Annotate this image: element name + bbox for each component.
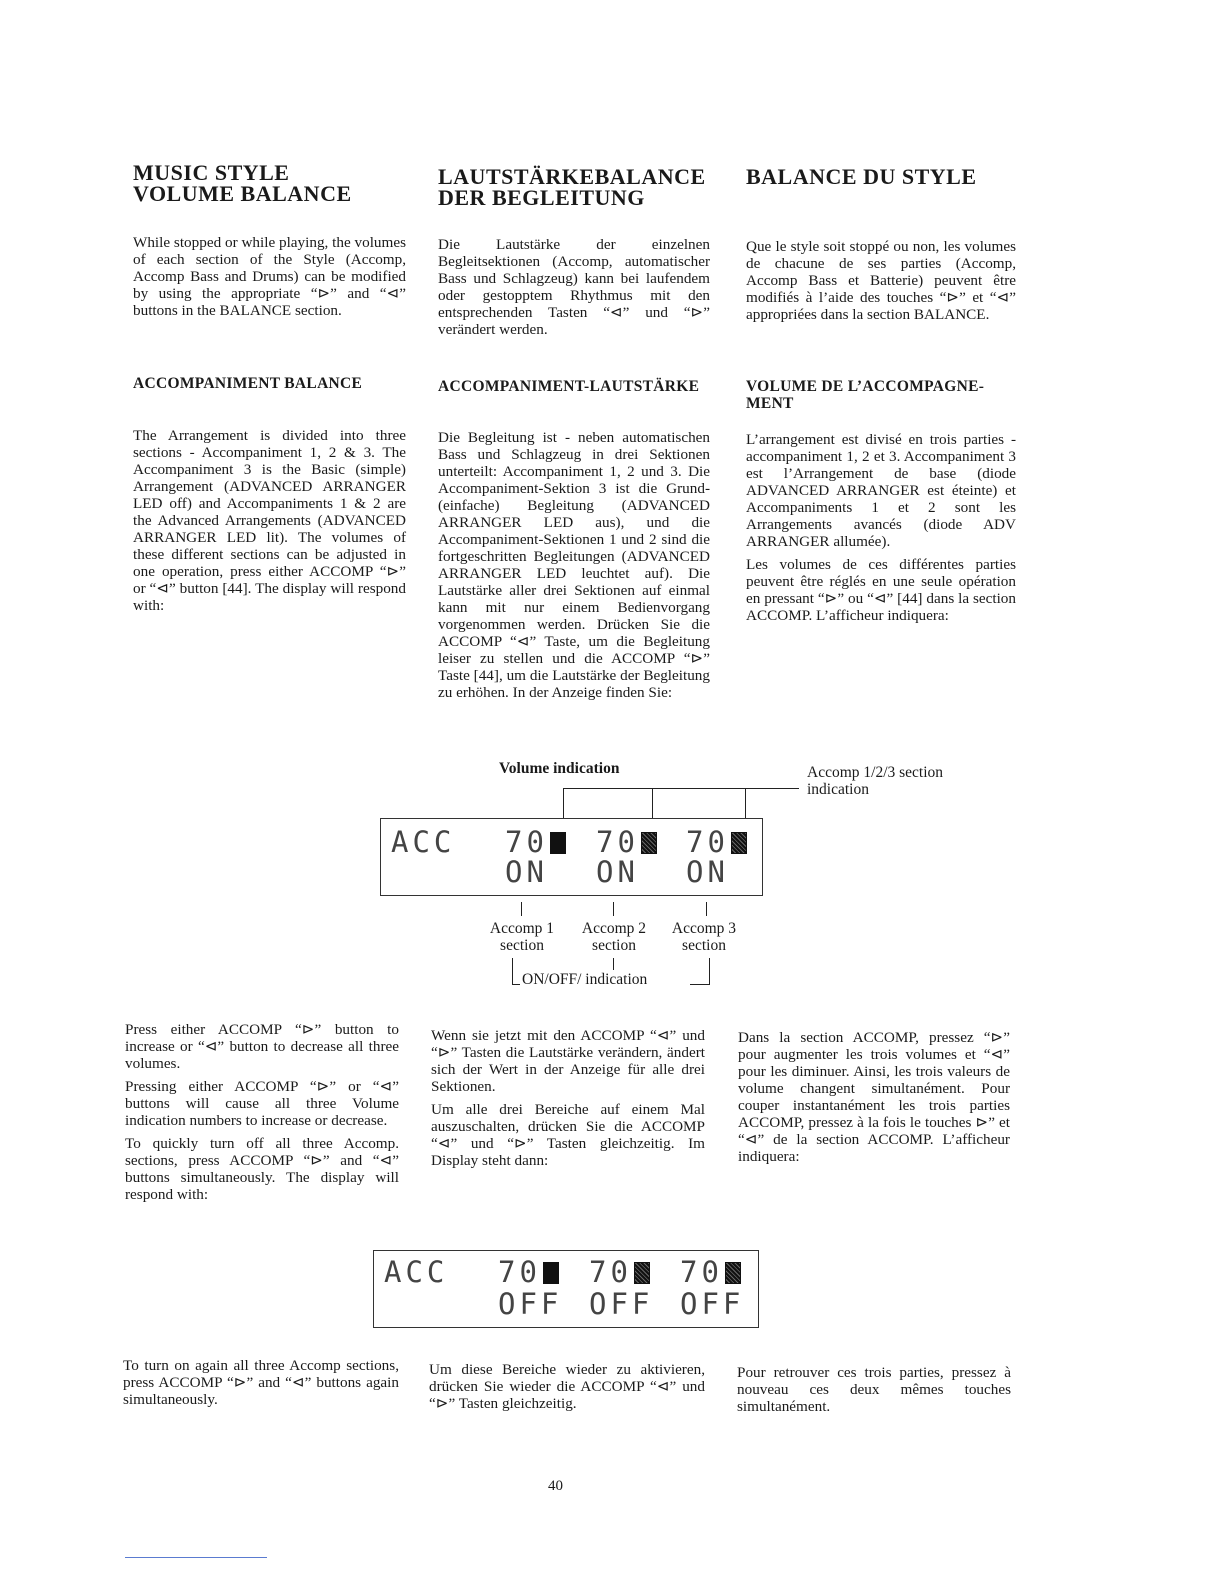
final-text-de: Um diese Bereiche wieder zu aktivieren, drücken Sie wieder die ACCOMP “⊲” und “⊳” Tasten gleichzeitig. (429, 1361, 705, 1412)
lcd-volume-3: 70 (686, 827, 747, 857)
intro-de: Die Lautstärke der einzelnen Begleitsektionen (Accomp, automatischer Bass und Schlagzeug) kann bei laufendem oder gestopptem Rhythmus mit den entsprechenden Tasten “⊲” und “⊳” verändert werden. (438, 236, 710, 338)
lcd-off-volume-3: 70 (680, 1257, 741, 1287)
heading-en-line1: MUSIC STYLE (133, 160, 290, 185)
accomp-3-label: Accomp 3 section (671, 920, 737, 954)
lcd-volume-2: 70 (596, 827, 657, 857)
accomp-1-label: Accomp 1 section (489, 920, 555, 954)
intro-fr: Que le style soit stoppé ou non, les volumes de chacune de ses parties (Accomp, Accomp Bass et Batterie) peuvent être modifiés à l’aide des touches “⊳” et “⊲” appropriées dans la section BALANCE. (746, 238, 1016, 323)
press-text-fr: Dans la section ACCOMP, pressez “⊳” pour augmenter les trois volumes et “⊲” pour les diminuer. Ainsi, les trois valeurs de volume changent simultanément. Pour couper instantanément les trois parties ACCOMP, pressez à la fois le touches ⊳” et “⊲” de la section ACCOMP. L’afficheur indiquera: (738, 1029, 1010, 1165)
final-text-fr: Pour retrouver ces trois parties, pressez à nouveau ces deux mêmes touches simultanément. (737, 1364, 1011, 1415)
press-text-en-p3: To quickly turn off all three Accomp. sections, press ACCOMP “⊳” and “⊲” buttons simultaneously. The display will respond with: (125, 1135, 399, 1203)
volume-indication-label: Volume indication (499, 760, 620, 777)
label-tick-1 (521, 902, 522, 916)
onoff-bracket-right-foot (690, 984, 710, 985)
onoff-bracket-left (512, 958, 513, 984)
lcd-volume-1: 70 (505, 827, 566, 857)
label-tick-3 (706, 902, 707, 916)
lcd-off-volume-2: 70 (589, 1257, 650, 1287)
bracket-top-line (563, 788, 799, 789)
heading-fr: BALANCE DU STYLE (746, 164, 977, 189)
lcd-off-volume-1: 70 (498, 1257, 559, 1287)
lcd-prefix: ACC (391, 825, 456, 859)
onoff-bracket-mid (613, 958, 614, 970)
heading-de-line1: LAUTSTÄRKEBALANCE (438, 164, 706, 189)
accomp-text-de: Die Begleitung ist - neben automatischen Bass und Schlagzeug in drei Sektionen unterteilt: Accompaniment 1, 2 und 3. Die Accompaniment-Sektion 3 ist die Grund- (einfache) Begleitung (ADVANCED ARRANGER LED aus), und die Accompaniment-Sektionen 1 und 2 sind die fortgeschritten Begleitungen (ADVANCED ARRANGER LED leuchtet auf). Die Lautstärke aller drei Sektionen auf einmal kann mit nur einem Bedienvorgang vorgenommen werden. Drücken Sie die ACCOMP “⊲” Taste, um die Begleitung leiser zu stellen und die ACCOMP “⊳” Taste [44], um die Lautstärke der Begleitung zu erhöhen. In der Anzeige finden Sie: (438, 429, 710, 701)
press-text-de-p2: Um alle drei Bereiche auf einem Mal auszuschalten, drücken Sie die ACCOMP “⊲” und “⊳” Tasten gleichzeitig. Im Display steht dann: (431, 1101, 705, 1169)
onoff-bracket-right (709, 958, 710, 984)
heading-en-line2: VOLUME BALANCE (133, 181, 352, 206)
press-text-en (125, 1021, 399, 1209)
onoff-indication-label: ON/OFF/ indication (522, 971, 648, 988)
lcd-off-prefix: ACC (384, 1255, 449, 1289)
press-text-de-p1: Wenn sie jetzt mit den ACCOMP “⊲” und “⊳” Tasten die Lautstärke verändern, ändert sich der Wert in der Anzeige für alle drei Sektionen. (431, 1027, 705, 1095)
footer-rule (125, 1557, 267, 1558)
heading-de (438, 166, 738, 208)
subheading-en: ACCOMPANIMENT BALANCE (133, 375, 363, 392)
final-text-en: To turn on again all three Accomp sections, press ACCOMP “⊳” and “⊲” buttons again simultaneously. (123, 1357, 399, 1408)
page-number: 40 (548, 1478, 563, 1494)
accomp-text-en: The Arrangement is divided into three sections - Accompaniment 1, 2 & 3. The Accompaniment 3 is the Basic (simple) Arrangement (ADVANCED ARRANGER LED off) and Accompaniments 1 & 2 are the Advanced Arrangements (ADVANCED ARRANGER LED lit). The volumes of these different sections can be adjusted in one operation, press either ACCOMP “⊳” or “⊲” button [44]. The display will respond with: (133, 427, 406, 614)
heading-de-line2: DER BEGLEITUNG (438, 185, 645, 210)
lcd-off-state-2: OFF (589, 1287, 654, 1321)
subheading-de: ACCOMPANIMENT-LAUTSTÄRKE (438, 378, 700, 395)
press-text-de (431, 1027, 705, 1175)
lcd-state-2: ON (596, 855, 639, 889)
heading-en (133, 162, 406, 204)
intro-en: While stopped or while playing, the volumes of each section of the Style (Accomp, Accomp Bass and Drums) can be modified by using the appropriate “⊳” and “⊲” buttons in the BALANCE section. (133, 234, 406, 319)
subheading-fr: VOLUME DE L’ACCOMPAGNE-MENT (746, 378, 985, 412)
accomp-text-fr-p1: L’arrangement est divisé en trois parties - accompaniment 1, 2 et 3. Accompaniment 3 est l’Arrangement de base (diode ADVANCED ARRANGER est éteinte) et Accompaniments 1 et 2 sont les Arrangements avancés (diode ADV ARRANGER allumée). (746, 431, 1016, 550)
section-indication-label: Accomp 1/2/3 section indication (807, 764, 944, 798)
label-tick-2 (613, 902, 614, 916)
lcd-display-off (373, 1250, 759, 1328)
accomp-2-label: Accomp 2 section (581, 920, 647, 954)
press-text-en-p2: Pressing either ACCOMP “⊳” or “⊲” buttons will cause all three Volume indication numbers to increase or decrease. (125, 1078, 399, 1129)
lcd-display-on (380, 818, 763, 896)
press-text-en-p1: Press either ACCOMP “⊳” button to increase or “⊲” button to decrease all three volumes. (125, 1021, 399, 1072)
accomp-text-fr-p2: Les volumes de ces différentes parties peuvent être réglés en une seule opération en pressant “⊳” ou “⊲” [44] dans la section ACCOMP. L’afficheur indiquera: (746, 556, 1016, 624)
lcd-off-state-1: OFF (498, 1287, 563, 1321)
lcd-state-1: ON (505, 855, 548, 889)
onoff-bracket-left-foot (512, 984, 520, 985)
lcd-state-3: ON (686, 855, 729, 889)
accomp-text-fr (746, 431, 1016, 630)
lcd-off-state-3: OFF (680, 1287, 745, 1321)
